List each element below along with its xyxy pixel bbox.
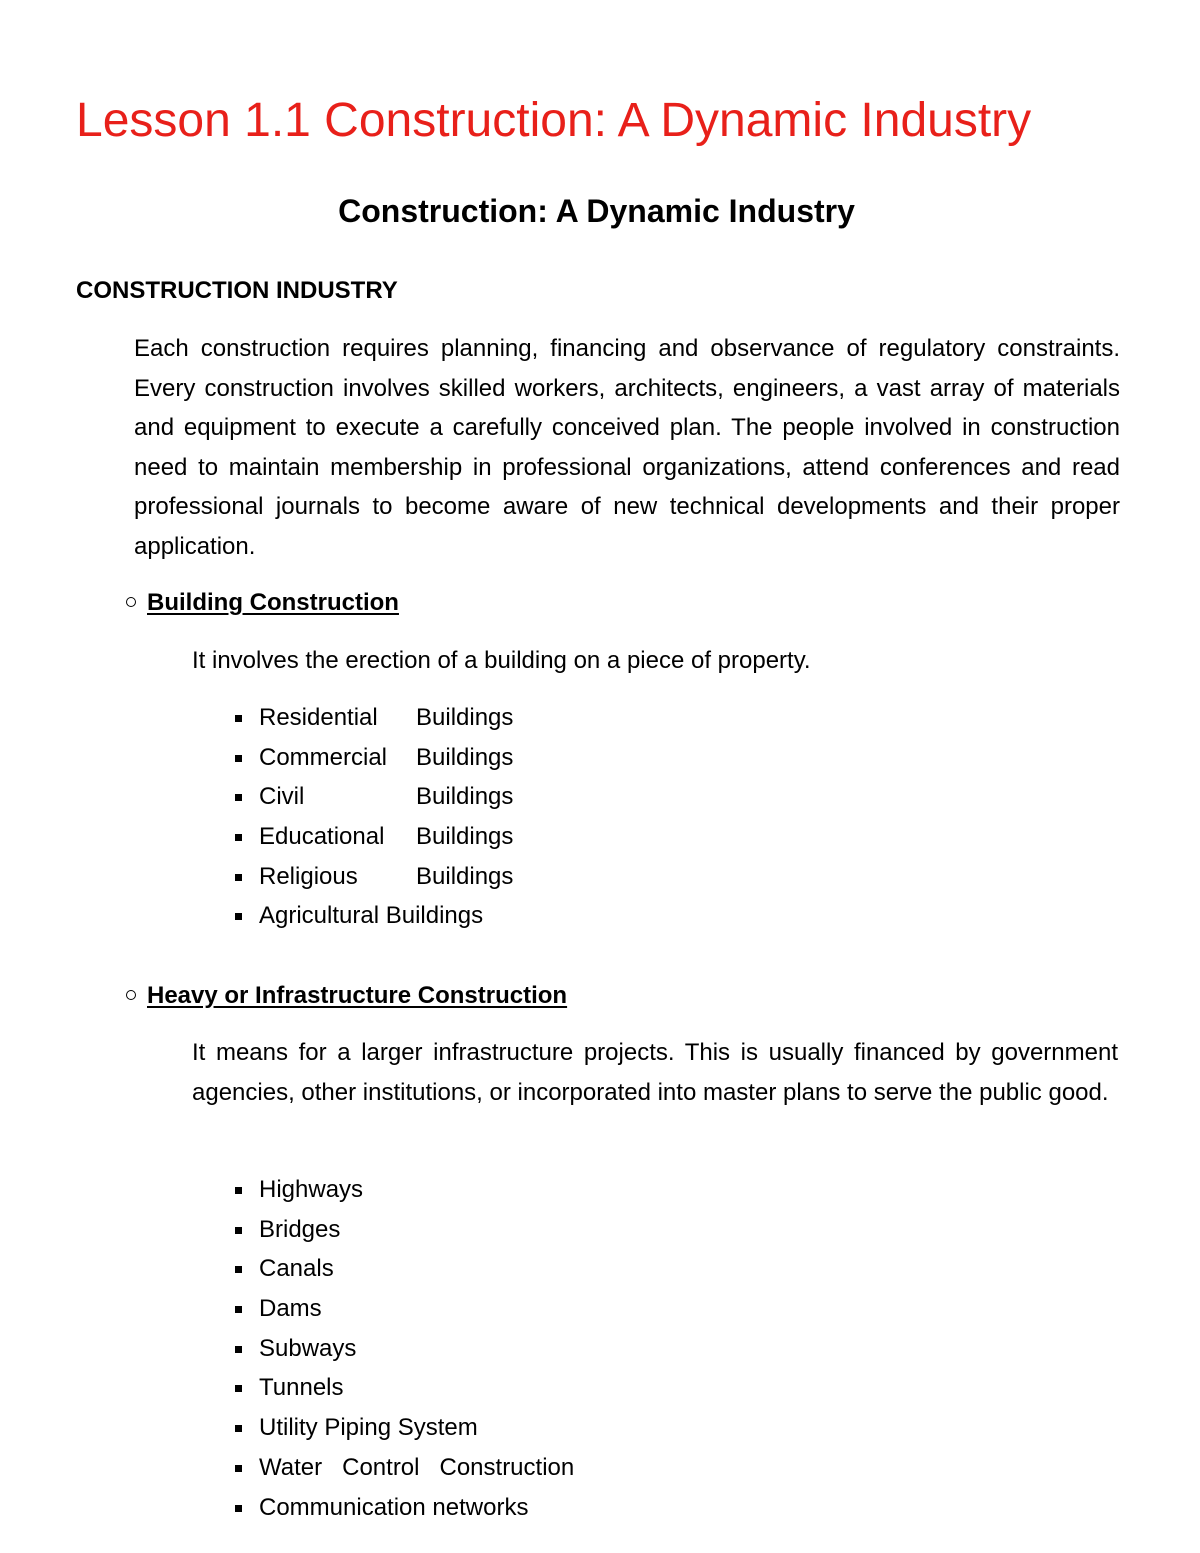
lesson-title: Lesson 1.1 Construction: A Dynamic Industry [76,94,1032,147]
list-item: Highways [234,1170,574,1210]
square-bullet-icon [235,1505,242,1512]
square-bullet-icon [235,874,242,881]
building-construction-label: Building Construction [147,589,399,616]
section-heading: CONSTRUCTION INDUSTRY [76,277,398,304]
list-item: Dams [234,1289,574,1329]
intro-paragraph: Each construction requires planning, financing and observance of regulatory constraints. Every construction involves skilled workers, architects, engineers, a vast array of materials and equipment to execute a carefully conceived plan. The people involved in construction need to maintain membership in professional organizations, attend conferences and read professional journals to become aware of new technical developments and their proper application. [134,335,1120,560]
list-item: Canals [234,1249,574,1289]
heavy-construction-heading [126,981,567,1011]
square-bullet-icon [235,1227,242,1234]
list-item: Agricultural Buildings [234,896,513,936]
square-bullet-icon [235,715,242,722]
hollow-circle-bullet-icon [126,990,136,1000]
hollow-circle-bullet-icon [126,597,136,607]
list-item: Commercial Buildings [234,738,513,778]
list-item: Civil Buildings [234,777,513,817]
building-types-list [234,698,513,936]
square-bullet-icon [235,1306,242,1313]
square-bullet-icon [235,1425,242,1432]
infrastructure-types-list [234,1170,574,1527]
page-subtitle: Construction: A Dynamic Industry [338,193,855,229]
heavy-construction-label: Heavy or Infrastructure Construction [147,982,568,1009]
square-bullet-icon [235,1465,242,1472]
heavy-description: It means for a larger infrastructure projects. This is usually financed by government agencies, other institutions, or incorporated into master plans to serve the public good. [192,1039,1118,1106]
square-bullet-icon [235,1187,242,1194]
square-bullet-icon [235,755,242,762]
list-item: Communication networks [234,1488,574,1528]
building-description: It involves the erection of a building on a piece of property. [192,647,811,674]
list-item: Bridges [234,1210,574,1250]
square-bullet-icon [235,913,242,920]
building-construction-heading [126,588,399,618]
list-item: Tunnels [234,1368,574,1408]
list-item: Religious Buildings [234,857,513,897]
square-bullet-icon [235,1385,242,1392]
square-bullet-icon [235,1346,242,1353]
list-item: Water Control Construction [234,1448,574,1488]
square-bullet-icon [235,1266,242,1273]
list-item: Subways [234,1329,574,1369]
list-item: Residential Buildings [234,698,513,738]
list-item: Utility Piping System [234,1408,574,1448]
square-bullet-icon [235,794,242,801]
square-bullet-icon [235,834,242,841]
list-item: Educational Buildings [234,817,513,857]
